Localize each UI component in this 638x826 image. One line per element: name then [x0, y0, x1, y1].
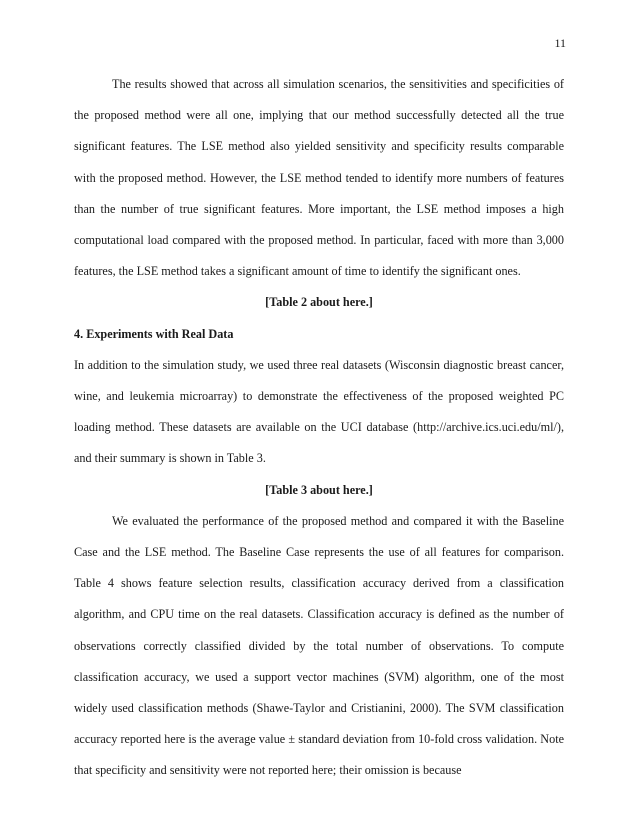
table-2-placeholder: [Table 2 about here.]: [265, 295, 373, 310]
body-text: [74, 69, 564, 787]
section-heading: 4. Experiments with Real Data: [74, 326, 234, 341]
table-3-placeholder: [Table 3 about here.]: [265, 482, 373, 497]
page-number: 11: [554, 36, 566, 50]
paragraph-simulation-results: The results showed that across all simulation scenarios, the sensitivities and specificities of the proposed method were all one, implying that our method successfully detected all the true significant features. The LSE method also yielded sensitivity and specificity results comparable with the proposed method. However, the LSE method tended to identify more numbers of features than the number of true significant features. More important, the LSE method imposes a high computational load compared with the proposed method. In particular, faced with more than 3,000 features, the LSE method takes a significant amount of time to identify the significant ones.: [74, 77, 564, 279]
paragraph-real-data: In addition to the simulation study, we used three real datasets (Wisconsin diagnostic breast cancer, wine, and leukemia microarray) to demonstrate the effectiveness of the proposed weighted PC loading method. These datasets are available on the UCI database (http://archive.ics.uci.edu/ml/), and their summary is shown in Table 3.: [74, 357, 564, 466]
paragraph-evaluation: We evaluated the performance of the proposed method and compared it with the Baseline Case and the LSE method. The Baseline Case represents the use of all features for comparison. Table 4 shows feature selection results, classification accuracy derived from a classification algorithm, and CPU time on the real datasets. Classification accuracy is defined as the number of observations correctly classified divided by the total number of observations. To compute classification accuracy, we used a support vector machines (SVM) algorithm, one of the most widely used classification methods (Shawe-Taylor and Cristianini, 2000). The SVM classification accuracy reported here is the average value ± standard deviation from 10-fold cross validation. Note that specificity and sensitivity were not reported here; their omission is because: [74, 513, 564, 778]
